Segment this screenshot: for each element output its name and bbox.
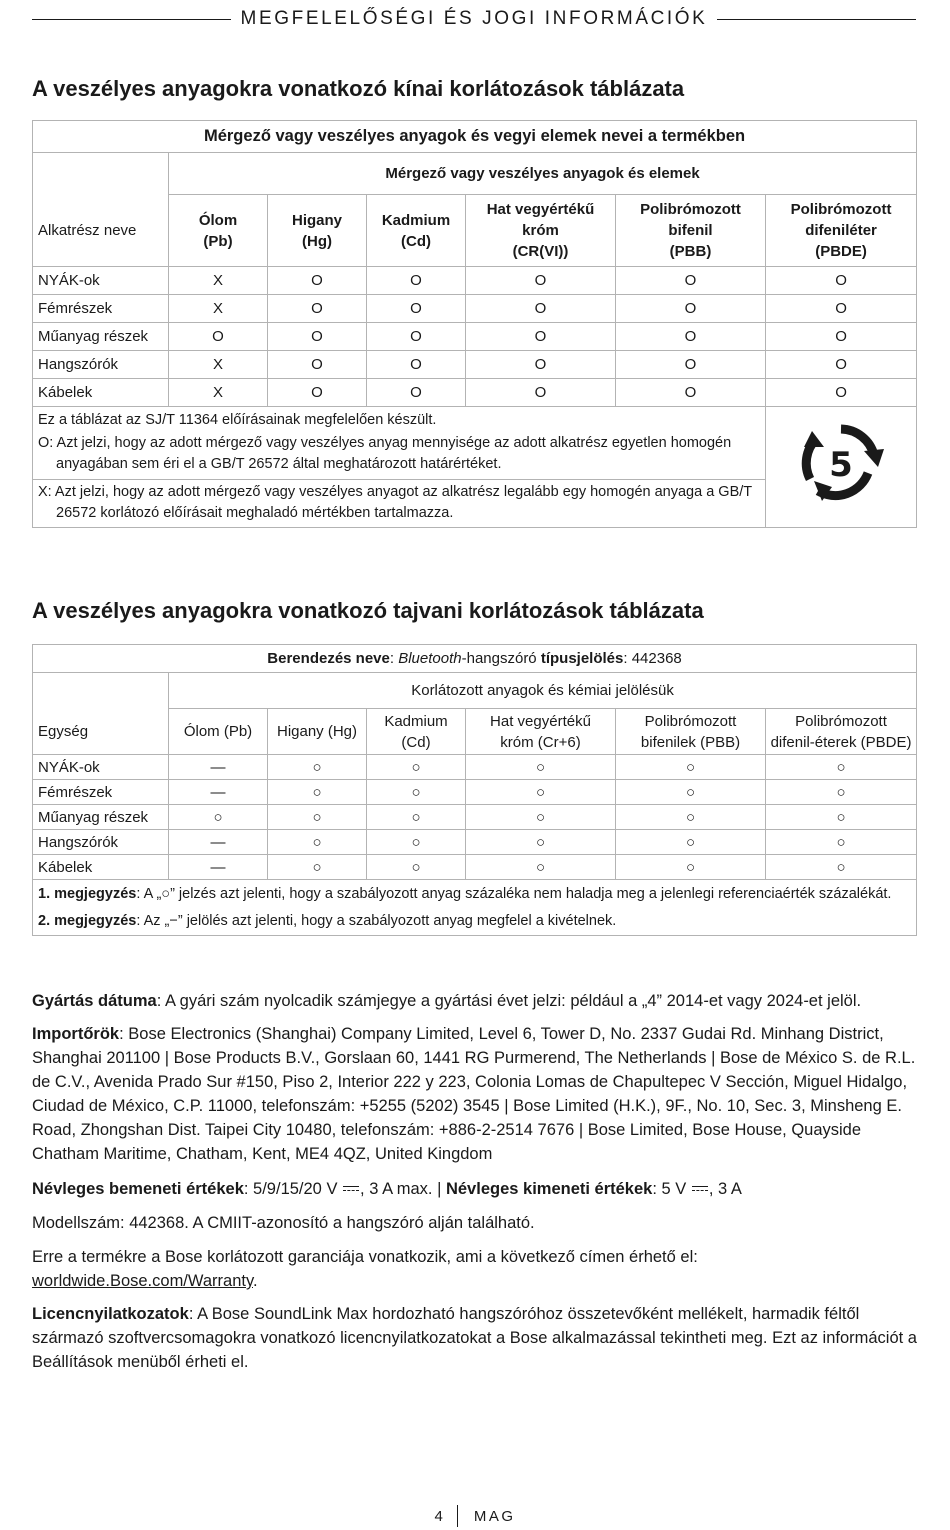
china-rohs-table xyxy=(32,120,917,528)
taiwan-column-header: Polibrómozott difenil-éterek (PBDE) xyxy=(766,709,917,755)
china-cell: O xyxy=(466,351,616,379)
table-row xyxy=(33,755,917,780)
china-column-header: Polibrómozott bifenil (PBB) xyxy=(616,195,766,267)
china-cell: O xyxy=(466,267,616,295)
china-column-header: Higany (Hg) xyxy=(268,195,367,267)
china-subcaption: Mérgező vagy veszélyes anyagok és elemek xyxy=(169,153,917,195)
taiwan-note-2: 2. megjegyzés: Az „−” jelölés azt jelenti, hogy a szabályozott anyag megfelel a kivételnek. xyxy=(33,907,917,936)
china-cell: O xyxy=(367,295,466,323)
china-cell: O xyxy=(268,379,367,407)
china-row-name: Kábelek xyxy=(33,379,169,407)
warranty-paragraph: Erre a termékre a Bose korlátozott garanciája vonatkozik, ami a következő címen érhető el: worldwide.Bose.com/Warranty. xyxy=(32,1248,698,1290)
taiwan-column-header: Polibrómozott bifenilek (PBB) xyxy=(616,709,766,755)
taiwan-column-header: Ólom (Pb) xyxy=(169,709,268,755)
china-cell: O xyxy=(367,379,466,407)
taiwan-rohs-table xyxy=(32,644,917,936)
taiwan-cell: — xyxy=(169,755,268,780)
taiwan-row-name: Hangszórók xyxy=(33,830,169,855)
header-rule-left xyxy=(32,19,231,20)
china-cell: X xyxy=(169,295,268,323)
china-cell: O xyxy=(367,267,466,295)
taiwan-cell: ○ xyxy=(268,855,367,880)
taiwan-cell: ○ xyxy=(766,780,917,805)
header-title: MEGFELELŐSÉGI ÉS JOGI INFORMÁCIÓK xyxy=(240,8,708,29)
china-cell: X xyxy=(169,379,268,407)
china-cell: O xyxy=(169,323,268,351)
china-cell: O xyxy=(616,295,766,323)
taiwan-cell: ○ xyxy=(616,855,766,880)
taiwan-cell: ○ xyxy=(367,830,466,855)
svg-text:5: 5 xyxy=(829,445,853,485)
taiwan-row-name: Fémrészek xyxy=(33,780,169,805)
taiwan-cell: ○ xyxy=(466,805,616,830)
taiwan-cell: ○ xyxy=(367,805,466,830)
taiwan-cell: ○ xyxy=(169,805,268,830)
table-row xyxy=(33,805,917,830)
taiwan-corner-cell xyxy=(33,673,169,709)
taiwan-cell: — xyxy=(169,855,268,880)
china-column-header: Polibrómozott difeniléter (PBDE) xyxy=(766,195,917,267)
dc-symbol-icon xyxy=(692,1186,708,1193)
footer-language: MAG xyxy=(473,1507,516,1525)
taiwan-cell: ○ xyxy=(766,855,917,880)
table-row xyxy=(33,855,917,880)
china-cell: O xyxy=(466,323,616,351)
table-row xyxy=(33,323,917,351)
china-cell: O xyxy=(766,379,917,407)
china-cell: O xyxy=(616,351,766,379)
china-epup-logo-cell xyxy=(766,407,917,528)
china-cell: O xyxy=(766,295,917,323)
china-row-name: Műanyag részek xyxy=(33,323,169,351)
china-cell: O xyxy=(268,295,367,323)
taiwan-cell: ○ xyxy=(268,755,367,780)
china-caption: Mérgező vagy veszélyes anyagok és vegyi elemek nevei a termékben xyxy=(33,121,917,153)
china-row-name: Hangszórók xyxy=(33,351,169,379)
taiwan-note-1: 1. megjegyzés: A „○” jelzés azt jelenti, hogy a szabályozott anyag százaléka nem haladja meg a jelenlegi referenciaérték százalékát. xyxy=(33,880,917,908)
epup-5-logo-icon xyxy=(798,421,884,507)
warranty-link[interactable]: worldwide.Bose.com/Warranty xyxy=(32,1272,253,1290)
china-cell: O xyxy=(766,267,917,295)
china-cell: O xyxy=(466,379,616,407)
taiwan-equipment-caption: Berendezés neve: Bluetooth-hangszóró típusjelölés: 442368 xyxy=(33,645,917,673)
table-row xyxy=(33,267,917,295)
china-cell: O xyxy=(367,323,466,351)
china-table-heading: A veszélyes anyagokra vonatkozó kínai korlátozások táblázata xyxy=(32,76,685,101)
china-note-standard: Ez a táblázat az SJ/T 11364 előírásainak megfelelően készült. xyxy=(33,407,766,434)
taiwan-cell: ○ xyxy=(766,805,917,830)
china-column-header: Kadmium (Cd) xyxy=(367,195,466,267)
china-note-x: X: Azt jelzi, hogy az adott mérgező vagy veszélyes anyagot az alkatrész legalább egy homogén anyaga a GB/T 26572 korlátozó előírásait meghaladó mértékben tartalmazza. xyxy=(33,480,766,528)
taiwan-cell: ○ xyxy=(268,805,367,830)
taiwan-cell: ○ xyxy=(466,830,616,855)
page-number: 4 xyxy=(434,1507,443,1525)
china-note-o: O: Azt jelzi, hogy az adott mérgező vagy veszélyes anyag mennyisége az adott alkatrész egyetlen homogén anyagában sem éri el a GB/T 26572 által meghatározott határértéket. xyxy=(33,433,766,480)
china-cell: X xyxy=(169,351,268,379)
china-cell: O xyxy=(766,323,917,351)
table-row xyxy=(33,351,917,379)
taiwan-cell: ○ xyxy=(616,780,766,805)
taiwan-cell: ○ xyxy=(367,780,466,805)
china-column-header: Hat vegyértékű króm (CR(VI)) xyxy=(466,195,616,267)
table-row xyxy=(33,295,917,323)
taiwan-cell: ○ xyxy=(367,755,466,780)
taiwan-subcaption: Korlátozott anyagok és kémiai jelölésük xyxy=(169,673,917,709)
china-cell: X xyxy=(169,267,268,295)
table-row xyxy=(33,780,917,805)
china-cell: O xyxy=(367,351,466,379)
license-paragraph: Licencnyilatkozatok: A Bose SoundLink Max hordozható hangszóróhoz összetevőként mellékelt, harmadik féltől származó szoftvercsomagokra vonatkozó licencnyilatkozatokat a Bose alkalmazással tekintheti meg. Ezt az információt a Beállítások menüből érheti el. xyxy=(32,1305,917,1371)
page-header xyxy=(32,6,916,32)
taiwan-row-name: NYÁK-ok xyxy=(33,755,169,780)
china-row-name: NYÁK-ok xyxy=(33,267,169,295)
taiwan-column-header: Kadmium (Cd) xyxy=(367,709,466,755)
table-row xyxy=(33,379,917,407)
china-cell: O xyxy=(268,267,367,295)
taiwan-cell: ○ xyxy=(466,855,616,880)
china-cell: O xyxy=(268,323,367,351)
taiwan-table-heading: A veszélyes anyagokra vonatkozó tajvani korlátozások táblázata xyxy=(32,598,704,623)
ratings-paragraph: Névleges bemeneti értékek: 5/9/15/20 V , 3 A max. | Névleges kimeneti értékek: 5 V , 3 A xyxy=(32,1180,742,1198)
taiwan-cell: ○ xyxy=(616,830,766,855)
taiwan-cell: ○ xyxy=(766,755,917,780)
taiwan-cell: — xyxy=(169,780,268,805)
china-cell: O xyxy=(268,351,367,379)
china-part-header: Alkatrész neve xyxy=(33,195,169,267)
taiwan-row-name: Műanyag részek xyxy=(33,805,169,830)
china-column-header: Ólom (Pb) xyxy=(169,195,268,267)
taiwan-column-header: Hat vegyértékű króm (Cr+6) xyxy=(466,709,616,755)
taiwan-cell: ○ xyxy=(268,780,367,805)
taiwan-cell: ○ xyxy=(616,805,766,830)
taiwan-cell: ○ xyxy=(766,830,917,855)
header-rule-right xyxy=(717,19,916,20)
taiwan-cell: ○ xyxy=(466,755,616,780)
taiwan-cell: ○ xyxy=(616,755,766,780)
china-cell: O xyxy=(616,323,766,351)
taiwan-row-name: Kábelek xyxy=(33,855,169,880)
manufacture-date-paragraph: Gyártás dátuma: A gyári szám nyolcadik számjegye a gyártási évet jelzi: például a „4” 2014-et vagy 2024-et jelöl. xyxy=(32,992,862,1010)
taiwan-cell: ○ xyxy=(367,855,466,880)
dc-symbol-icon xyxy=(343,1186,359,1193)
page-footer xyxy=(0,1504,950,1528)
china-row-name: Fémrészek xyxy=(33,295,169,323)
taiwan-cell: ○ xyxy=(268,830,367,855)
china-cell: O xyxy=(466,295,616,323)
model-paragraph: Modellszám: 442368. A CMIIT-azonosító a hangszóró alján található. xyxy=(32,1214,535,1232)
taiwan-unit-header: Egység xyxy=(33,709,169,755)
china-corner-cell xyxy=(33,153,169,195)
china-cell: O xyxy=(616,379,766,407)
taiwan-cell: — xyxy=(169,830,268,855)
taiwan-cell: ○ xyxy=(466,780,616,805)
taiwan-column-header: Higany (Hg) xyxy=(268,709,367,755)
china-cell: O xyxy=(616,267,766,295)
china-cell: O xyxy=(766,351,917,379)
table-row xyxy=(33,830,917,855)
importers-paragraph: Importőrök: Bose Electronics (Shanghai) Company Limited, Level 6, Tower D, No. 2337 Gudai Rd. Minhang District, Shanghai 201100 | Bose Products B.V., Gorslaan 60, 1441 RG Purmerend, The Netherlands | Bose de México S. de R.L. de C.V., Avenida Prado Sur #150, Piso 2, Interior 222 y 223, Colonia Lomas de Chapultepec V Sección, Miguel Hidalgo, Ciudad de México, C.P. 11000, telefonszám: +5255 (5202) 3545 | Bose Limited (H.K.), 9F., No. 10, Sec. 3, Minsheng E. Road, Zhongshan Dist. Taipei City 10480, telefonszám: +886-2-2514 7676 | Bose Limited, Bose House, Quayside Chatham Maritime, Chatham, Kent, ME4 4QZ, United Kingdom xyxy=(32,1025,916,1163)
